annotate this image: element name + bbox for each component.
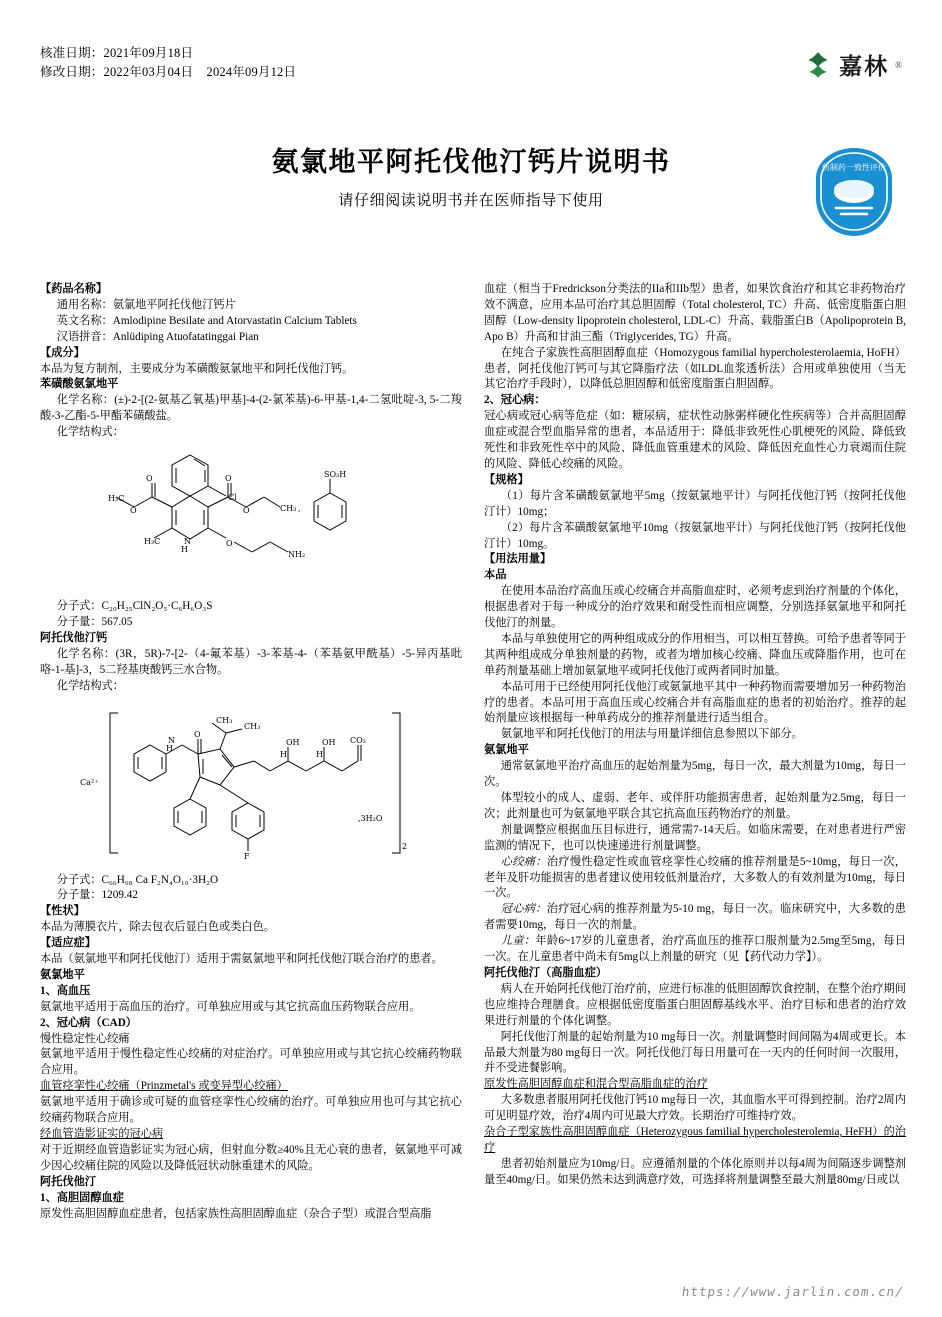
atorvastatin-head: 阿托伐他汀钙 xyxy=(40,631,108,644)
logo-text: 嘉林 xyxy=(839,53,890,80)
dosage-product-head: 本品 xyxy=(484,569,507,582)
document-header xyxy=(40,44,902,104)
svg-text:H: H xyxy=(166,743,173,753)
page-subtitle: 请仔细阅读说明书并在医师指导下使用 xyxy=(338,193,604,209)
section-drug-name-head: 【药品名称】 xyxy=(40,283,108,295)
children-dosage xyxy=(484,934,906,966)
svg-text:SO₃H: SO₃H xyxy=(324,470,347,480)
angina-dosage-head: 心绞痛： xyxy=(500,855,547,868)
hefh-treatment-head: 杂合子型家族性高胆固醇血症（Heterozygous familial hypercholesterolemia, HeFH）的治疗 xyxy=(484,1126,906,1154)
svg-text:Cl: Cl xyxy=(228,493,237,503)
generic-name: 通用名称：氨氯地平阿托伐他汀钙片 xyxy=(56,298,236,311)
amlodipine-indication-head: 氨氯地平 xyxy=(40,968,85,981)
left-column xyxy=(40,282,462,1262)
primary-hyperchol-treatment-text: 大多数患者服用阿托伐他汀钙10 mg每日一次，其血脂水平可得到控制。治疗2周内可见明显疗效，治疗4周内可见最大疗效。长期治疗可维持疗效。 xyxy=(484,1094,906,1123)
hypercholesterolemia-text: 原发性高胆固醇血症患者，包括家族性高胆固醇血症（杂合子型）或混合型高脂 xyxy=(40,1207,432,1220)
svg-text:CH₃: CH₃ xyxy=(216,715,233,725)
amlodipine-dosage-1: 通常氨氯地平治疗高血压的起始剂量为5mg，每日一次，最大剂量为10mg，每日一次。 xyxy=(484,760,906,789)
atorvastatin-dosage-2: 阿托伐他汀剂量的起始剂量为10 mg每日一次。剂量调整时间间隔为4周或更长。本品最大剂量为80 mg每日一次。阿托伐他汀每日用量可在一天内的任何时间一次服用，并不受进餐影响。 xyxy=(484,1030,906,1075)
revision-date: 修改日期：2022年03月04日 2024年09月12日 xyxy=(40,65,297,80)
amlodipine-dosage-2: 体型较小的成人、虚弱、老年、或伴肝功能损害患者，起始剂量为2.5mg，每日一次；此剂量也可为氨氯地平联合其它抗高血压药物治疗的剂量。 xyxy=(484,792,906,820)
vasospastic-angina-text: 氨氯地平适用于确诊或可疑的血管痉挛性心绞痛的治疗。可单独应用也可与其它抗心绞痛药物联合应用。 xyxy=(40,1096,462,1125)
atorvastatin-indication-head: 阿托伐他汀 xyxy=(40,1175,96,1188)
section-dosage-head: 【用法用量】 xyxy=(484,553,552,566)
svg-text:N: N xyxy=(184,537,191,547)
body-columns xyxy=(40,282,906,1262)
amlodipine-chemical-name: 化学名称：(±)-2-[(2-氨基乙氧基)甲基]-4-(2-氯苯基)-6-甲基-1,4-二氢吡啶-3, 5-二羧酸-3-乙酯-5-甲酯苯磺酸盐。 xyxy=(40,394,462,423)
hefh-treatment-text: 患者初始剂量应为10mg/日。应遵循剂量的个体化原则并以每4周为间隔逐步调整剂量至40mg/日。如果仍然未达到满意疗效，可选择将剂量调整至最大剂量80mg/日或以 xyxy=(484,1157,906,1186)
stable-angina-head: 慢性稳定性心绞痛 xyxy=(40,1032,130,1045)
svg-text:O: O xyxy=(225,474,232,484)
atorvastatin-dosage-head: 阿托伐他汀（高脂血症） xyxy=(484,966,608,979)
svg-text:H: H xyxy=(316,749,323,759)
svg-text:O: O xyxy=(130,506,137,516)
indications-intro: 本品（氨氯地平和阿托伐他汀）适用于需氨氯地平和阿托伐他汀联合治疗的患者。 xyxy=(40,953,443,966)
svg-text:H₃C: H₃C xyxy=(144,537,161,547)
hypercholesterolemia-head: 1、高胆固醇血症 xyxy=(40,1191,124,1204)
angiography-cad-head: 经血管造影证实的冠心病 xyxy=(40,1128,164,1140)
angina-dosage xyxy=(484,855,906,903)
children-dosage-head: 儿童： xyxy=(500,935,536,948)
atorvastatin-molecular-formula: 分子式：C₆₆H₆₈ Ca F₂N₄O₁₀·3H₂O xyxy=(56,873,219,886)
cad-dosage-text: 治疗冠心病的推荐剂量为5-10 mg，每日一次。临床研究中，大多数的患者需要10mg，每日一次的剂量。 xyxy=(484,903,906,932)
dosage-paragraph-4: 氨氯地平和阿托伐他汀的用法与用量详细信息参照以下部分。 xyxy=(500,728,803,741)
right-paragraph-2: 在纯合子家族性高胆固醇血症（Homozygous familial hypercholesterolaemia, HoFH）患者，阿托伐他汀钙可与其它降脂疗法（如LDL血浆透析法）合用或单独使用（当无其它治疗手段时），以降低总胆固醇和低密度脂蛋白胆固醇。 xyxy=(484,346,906,391)
angina-dosage-text: 治疗慢性稳定性或血管痉挛性心绞痛的推荐剂量是5~10mg，每日一次，老年及肝功能损害的患者建议使用较低剂量治疗，大多数人的有效剂量为10mg，每日一次。 xyxy=(484,855,906,900)
svg-text:,3H₂O: ,3H₂O xyxy=(358,813,383,823)
cad-dosage xyxy=(484,902,906,934)
cad-dosage-head: 冠心病： xyxy=(500,903,547,916)
svg-text:CH₃: CH₃ xyxy=(244,721,261,731)
atorvastatin-dosage-1: 病人在开始阿托伐他汀治疗前，应进行标准的低胆固醇饮食控制，在整个治疗期间也应维持合理膳食。应根据低密度脂蛋白胆固醇基线水平、治疗目标和患者的治疗效果进行剂量的个体化调整。 xyxy=(484,982,906,1027)
section-specification-head: 【规格】 xyxy=(484,473,529,486)
amlodipine-molecular-formula: 分子式：C₂₀H₂₅ClN₂O₅·C₆H₆O₃S xyxy=(56,600,213,613)
amlodipine-dosage-head: 氨氯地平 xyxy=(484,744,529,757)
svg-text:N: N xyxy=(168,735,175,745)
pinyin-name: 汉语拼音：Anlüdiping Atuofatatinggai Pian xyxy=(56,330,259,343)
title-block xyxy=(0,140,942,210)
amlodipine-structure-label: 化学结构式： xyxy=(56,426,124,439)
specification-2: （2）每片含苯磺酸氨氯地平10mg（按氨氯地平计）与阿托伐他汀钙（按阿托伐他汀计）10mg。 xyxy=(484,521,906,550)
dosage-paragraph-3: 本品可用于已经使用阿托伐他汀或氨氯地平其中一种药物而需要增加另一种药物治疗的患者。本品可用于高血压或心绞痛合并有高脂血症的患者的初始治疗。推荐的起始剂量应该根据每一种单药成分的推荐剂量进行适当组合。 xyxy=(484,680,906,725)
quality-consistency-seal-icon xyxy=(808,148,900,240)
stable-angina-text: 氨氯地平适用于慢性稳定性心绞痛的对症治疗。可单独应用或与其它抗心绞痛药物联合应用。 xyxy=(40,1048,462,1077)
svg-text:H: H xyxy=(181,545,188,555)
section-ingredients-head: 【成分】 xyxy=(40,346,85,359)
atorvastatin-structure-label: 化学结构式： xyxy=(56,679,124,692)
specification-1: （1）每片含苯磺酸氨氯地平5mg（按氨氯地平计）与阿托伐他汀钙（按阿托伐他汀计）10mg； xyxy=(484,489,906,518)
dosage-paragraph-1: 在使用本品治疗高血压或心绞痛合并高脂血症时，必须考虑到治疗剂量的个体化，根据患者对于每一种成分的治疗效果和耐受性而相应调整，分别选择氨氯地平和阿托伐他汀的剂量。 xyxy=(484,585,906,630)
amlodipine-dosage-3: 剂量调整应根据血压目标进行，通常需7-14天后。如临床需要，在对患者进行严密监测的情况下，也可以快速递进行剂量调整。 xyxy=(484,823,906,852)
atorvastatin-structure-image xyxy=(40,699,462,869)
logo-registered-mark: ® xyxy=(895,59,902,70)
svg-text:H₃C: H₃C xyxy=(108,494,125,504)
right-paragraph-1: 血症（相当于Fredrickson分类法的IIa和IIb型）患者，如果饮食治疗和其它非药物治疗效不满意，应用本品可治疗其总胆固醇（Total cholesterol, TC）升高、低密度脂蛋白胆固醇（Low-density lipoprotein cholesterol, LDL-C）升高、载脂蛋白B（Apolipoprotein B, Apo B）升高和甘油三酯（Triglycerides, TG）升高。 xyxy=(484,283,906,343)
svg-text:H: H xyxy=(280,749,287,759)
atorvastatin-molecular-weight: 分子量：1209.42 xyxy=(56,889,138,902)
atorvastatin-chemical-name: 化学名称：(3R，5R)-7-[2-（4-氟苯基）-3-苯基-4-（苯基氨甲酰基）-5-异丙基吡咯-1-基]-3，5二羟基庚酸钙三水合物。 xyxy=(40,647,462,676)
svg-text:2: 2 xyxy=(402,841,408,851)
svg-text:,: , xyxy=(298,504,301,514)
cad-indication-head: 2、冠心病： xyxy=(484,394,546,407)
angiography-cad-text: 对于近期经血管造影证实为冠心病，但射血分数≥40%且无心衰的患者，氨氯地平可减少因心绞痛住院的风险以及降低冠状动脉重建术的风险。 xyxy=(40,1143,462,1172)
svg-text:仿制药一致性评价: 仿制药一致性评价 xyxy=(822,163,886,172)
svg-text:O: O xyxy=(226,539,233,549)
svg-text:O: O xyxy=(146,474,153,484)
svg-text:F: F xyxy=(244,851,250,861)
amlodipine-molecular-weight: 分子量：567.05 xyxy=(56,615,133,628)
amlodipine-head: 苯磺酸氨氯地平 xyxy=(40,378,119,391)
children-dosage-text: 年龄6~17岁的儿童患者，治疗高血压的推荐口服剂量为2.5mg至5mg，每日一次。在儿童患者中尚未有5mg以上剂量的研究（见【药代动力学】）。 xyxy=(484,935,906,964)
svg-text:CH₃: CH₃ xyxy=(280,504,297,514)
english-name: 英文名称：Amlodipine Besilate and Atorvastatin Calcium Tablets xyxy=(56,314,357,327)
svg-text:Ca²⁺: Ca²⁺ xyxy=(80,777,99,787)
svg-text:OH: OH xyxy=(286,737,300,747)
cad-head: 2、冠心病（CAD） xyxy=(40,1016,137,1029)
traits-text: 本品为薄膜衣片，除去包衣后显白色或类白色。 xyxy=(40,921,275,934)
hypertension-head: 1、高血压 xyxy=(40,984,91,997)
svg-text:O: O xyxy=(243,506,250,516)
date-block xyxy=(40,44,902,83)
svg-text:CO₂: CO₂ xyxy=(350,735,366,745)
amlodipine-structure-image xyxy=(40,445,462,595)
watermark-url: https://www.jarlin.com.cn/ xyxy=(681,1284,906,1299)
logo-mark-icon xyxy=(803,50,833,80)
svg-text:O: O xyxy=(194,729,201,739)
vasospastic-angina-head: 血管痉挛性心绞痛（Prinzmetal's 或变异型心绞痛） xyxy=(40,1080,288,1093)
section-indications-head: 【适应症】 xyxy=(40,937,96,950)
section-traits-head: 【性状】 xyxy=(40,905,85,918)
svg-text:OH: OH xyxy=(322,737,336,747)
dosage-paragraph-2: 本品与单独使用它的两种组成成分的作用相当，可以相互替换。可给予患者等同于其两种组成成分单独剂量的药物，或者为增加核心绞痛、降血压或降脂作用，也可在单药剂量基础上增加氨氯地平或阿托伐他汀或两者同时加量。 xyxy=(484,632,906,677)
right-column xyxy=(484,282,906,1262)
primary-hyperchol-treatment-head: 原发性高胆固醇血症和混合型高脂血症的治疗 xyxy=(484,1078,708,1091)
page-title: 氨氯地平阿托伐他汀钙片说明书 xyxy=(271,147,671,178)
company-logo xyxy=(803,48,902,81)
approval-date: 核准日期：2021年09月18日 xyxy=(40,46,194,60)
ingredients-text: 本品为复方制剂，主要成分为苯磺酸氨氯地平和阿托伐他汀钙。 xyxy=(40,362,354,375)
cad-indication-text: 冠心病或冠心病等危症（如：糖尿病，症状性动脉粥样硬化性疾病等）合并高胆固醇血症或混合型血脂异常的患者，本品适用于：降低非致死性心肌梗死的风险、降低致死性和非致死性卒中的风险、降低血管重建术的风险、降低因充血性心力衰竭而住院的风险、降低心绞痛的风险。 xyxy=(484,410,906,470)
hypertension-text: 氨氯地平适用于高血压的治疗。可单独应用或与其它抗高血压药物联合应用。 xyxy=(40,1000,421,1013)
svg-text:NH₂: NH₂ xyxy=(288,550,306,560)
